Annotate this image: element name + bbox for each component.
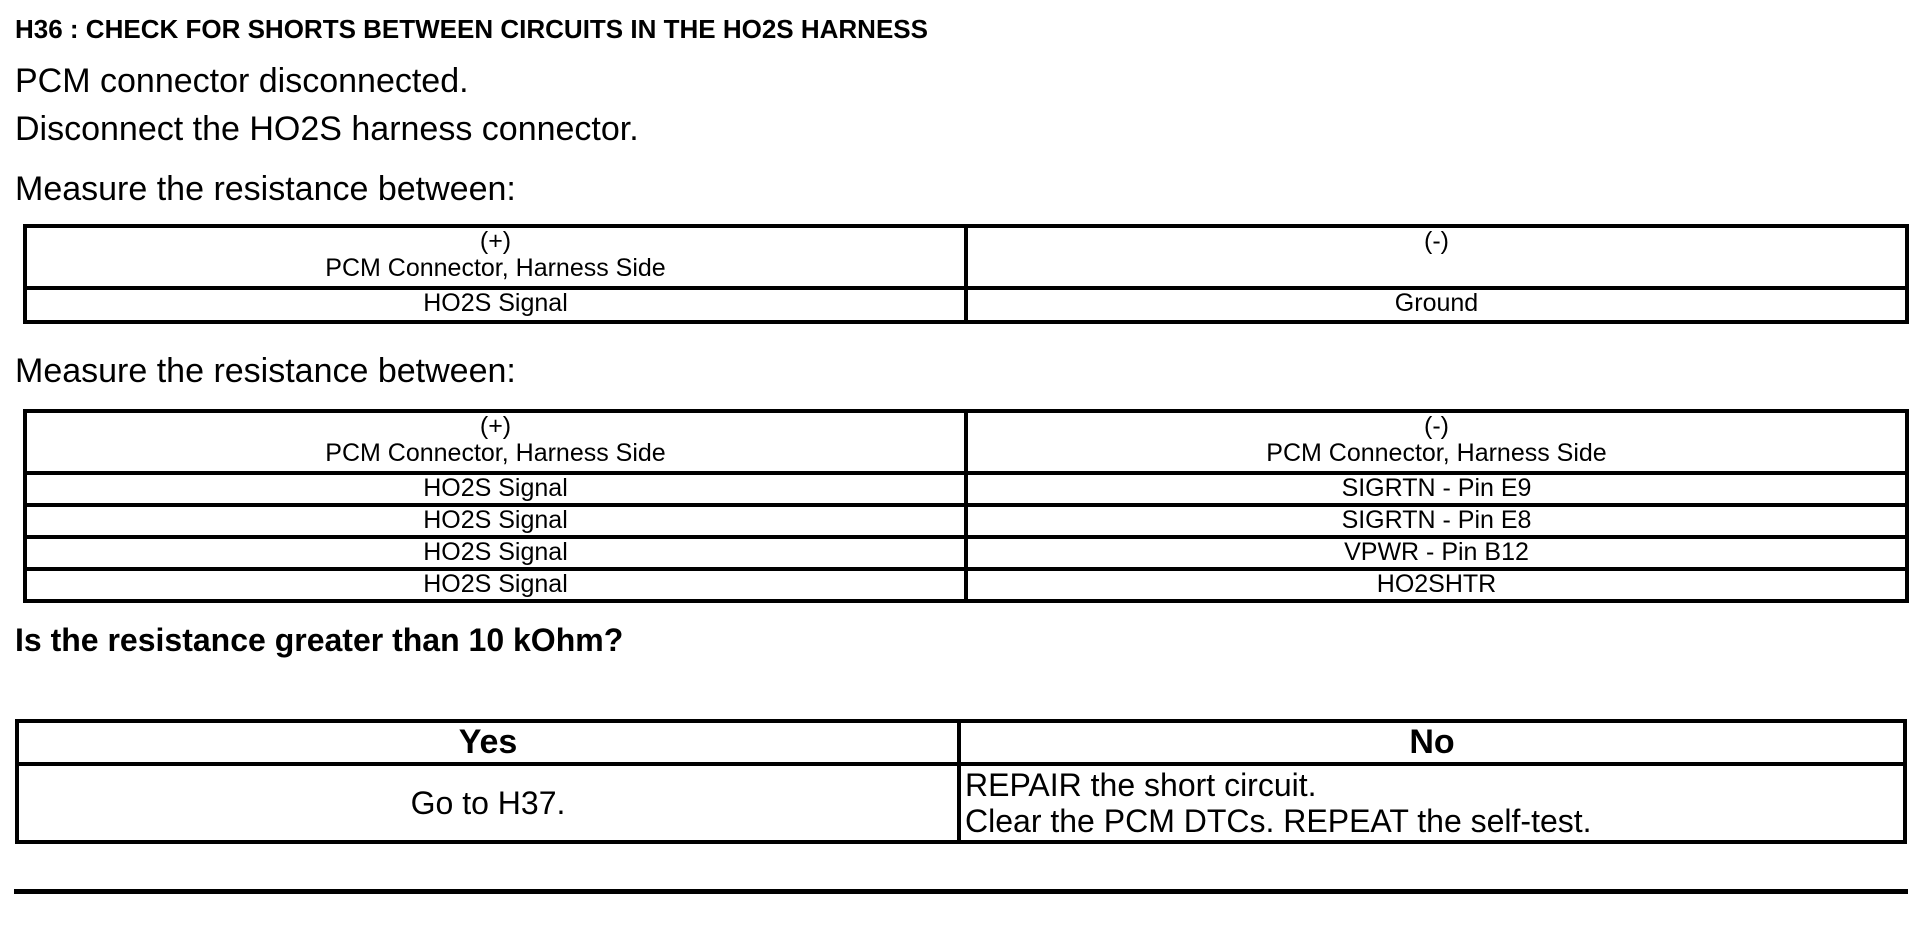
no-header: No bbox=[959, 721, 1905, 764]
table-row bbox=[25, 537, 1907, 569]
cell-minus: SIGRTN - Pin E8 bbox=[966, 505, 1907, 537]
cell-minus: HO2SHTR bbox=[966, 569, 1907, 601]
yes-header: Yes bbox=[17, 721, 959, 764]
header-minus bbox=[966, 226, 1907, 288]
header-plus-sign: (+) bbox=[479, 227, 512, 255]
header-plus-label: PCM Connector, Harness Side bbox=[325, 439, 666, 467]
result-header-row bbox=[17, 721, 1905, 764]
cell-plus: HO2S Signal bbox=[25, 473, 966, 505]
step-measure-resistance-2: Measure the resistance between: bbox=[15, 352, 516, 390]
no-action-line-1: REPAIR the short circuit. bbox=[965, 767, 1317, 803]
table-header-row bbox=[25, 226, 1907, 288]
step-pcm-disconnected: PCM connector disconnected. bbox=[15, 62, 469, 100]
cell-minus: VPWR - Pin B12 bbox=[966, 537, 1907, 569]
header-minus-label: PCM Connector, Harness Side bbox=[1266, 439, 1607, 467]
cell-plus: HO2S Signal bbox=[25, 569, 966, 601]
page-title: H36 : CHECK FOR SHORTS BETWEEN CIRCUITS IN THE HO2S HARNESS bbox=[15, 14, 928, 44]
header-minus bbox=[966, 411, 1907, 473]
no-action bbox=[959, 764, 1905, 842]
measurement-table-2 bbox=[23, 409, 1909, 603]
no-action-line-2: Clear the PCM DTCs. REPEAT the self-test. bbox=[965, 803, 1592, 839]
table-row bbox=[25, 288, 1907, 322]
result-action-row bbox=[17, 764, 1905, 842]
cell-minus: Ground bbox=[966, 288, 1907, 322]
cell-plus: HO2S Signal bbox=[25, 505, 966, 537]
header-minus-sign: (-) bbox=[1424, 412, 1449, 440]
step-measure-resistance-1: Measure the resistance between: bbox=[15, 170, 516, 208]
cell-plus: HO2S Signal bbox=[25, 288, 966, 322]
header-plus bbox=[25, 226, 966, 288]
header-plus-label: PCM Connector, Harness Side bbox=[325, 254, 666, 282]
header-minus-sign: (-) bbox=[1424, 227, 1449, 255]
resistance-question: Is the resistance greater than 10 kOhm? bbox=[15, 622, 624, 658]
bottom-divider bbox=[14, 889, 1908, 894]
header-plus bbox=[25, 411, 966, 473]
step-disconnect-ho2s: Disconnect the HO2S harness connector. bbox=[15, 110, 639, 148]
table-row bbox=[25, 505, 1907, 537]
measurement-table-1 bbox=[23, 224, 1909, 324]
header-plus-sign: (+) bbox=[479, 412, 512, 440]
table-header-row bbox=[25, 411, 1907, 473]
cell-minus: SIGRTN - Pin E9 bbox=[966, 473, 1907, 505]
yes-action: Go to H37. bbox=[17, 764, 959, 842]
result-table bbox=[15, 719, 1907, 844]
cell-plus: HO2S Signal bbox=[25, 537, 966, 569]
table-row bbox=[25, 473, 1907, 505]
table-row bbox=[25, 569, 1907, 601]
